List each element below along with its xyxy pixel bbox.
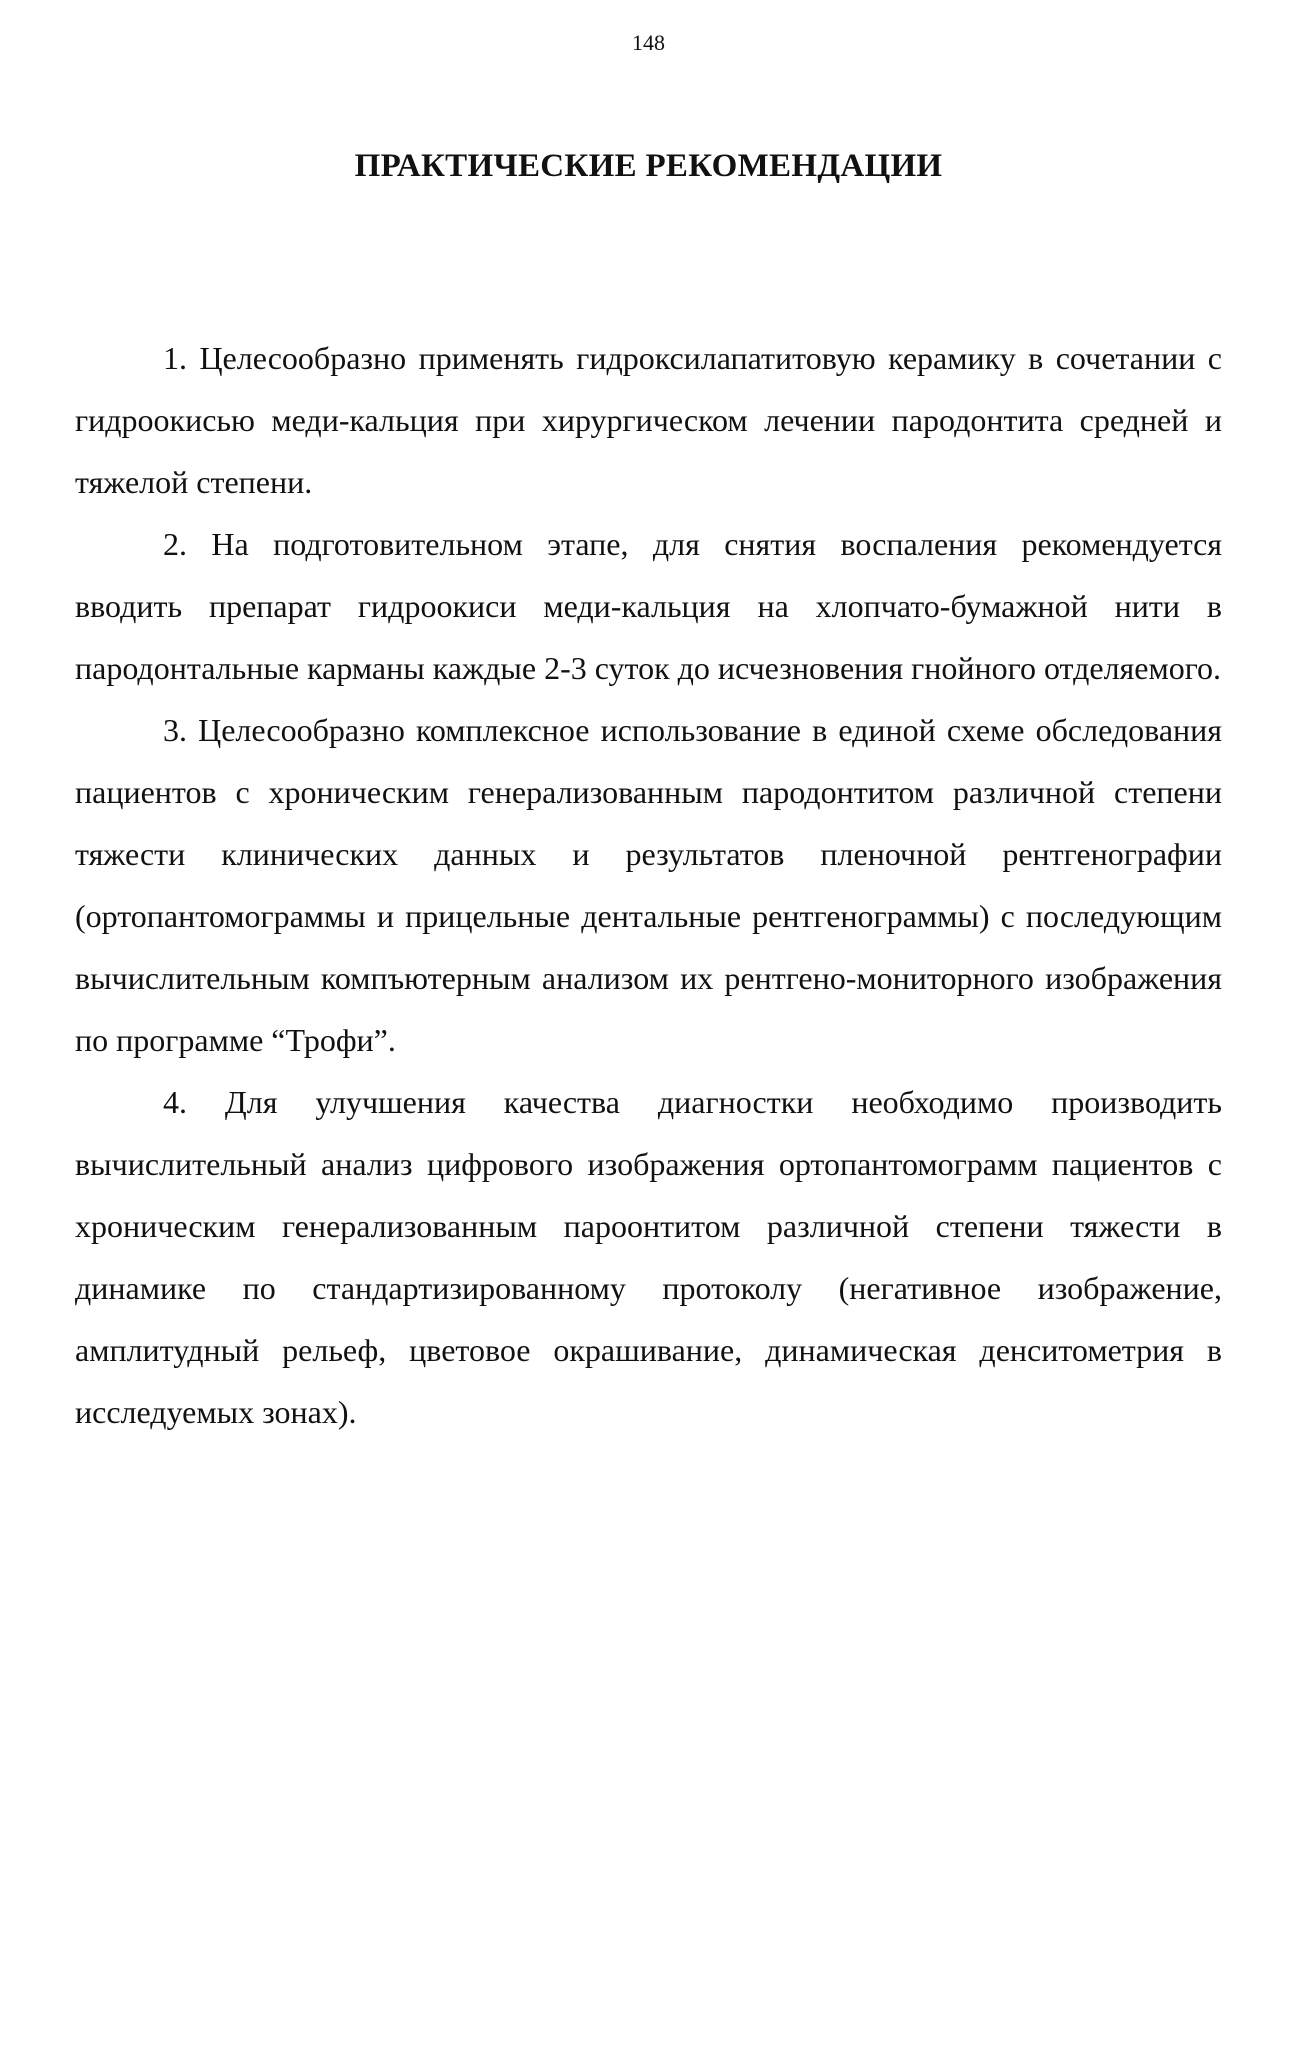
page-number: 148 (632, 30, 665, 55)
recommendation-item-3: 3. Целесообразно комплексное использование в единой схеме обследования пациентов с хроническим генерализованным пародонтитом различной степени тяжести клинических данных и результатов пленочной рентгенографии (ортопантомограммы и прицельные дентальные рентгенограммы) с последующим вычислительным компъютерным анализом их рентгено-мониторного изображения по программе “Трофи”. (75, 712, 1222, 1058)
recommendations-list (75, 327, 1222, 1443)
recommendation-item-4: 4. Для улучшения качества диагностки необходимо производить вычислительный анализ цифрового изображения ортопантомограмм пациентов с хроническим генерализованным пароонтитом различной степени тяжести в динамике по стандартизированному протоколу (негативное изображение, амплитудный рельеф, цветовое окрашивание, динамическая денситометрия в исследуемых зонах). (75, 1084, 1222, 1430)
page-title: ПРАКТИЧЕСКИЕ РЕКОМЕНДАЦИИ (354, 148, 943, 184)
recommendation-item-2: 2. На подготовительном этапе, для снятия воспаления рекомендуется вводить препарат гидроокиси меди-кальция на хлопчато-бумажной нити в пародонтальные карманы каждые 2-3 суток до исчезновения гнойного отделяемого. (75, 526, 1222, 686)
recommendation-item-1: 1. Целесообразно применять гидроксилапатитовую керамику в сочетании с гидроокисью меди-кальция при хирургическом лечении пародонтита средней и тяжелой степени. (75, 340, 1222, 500)
